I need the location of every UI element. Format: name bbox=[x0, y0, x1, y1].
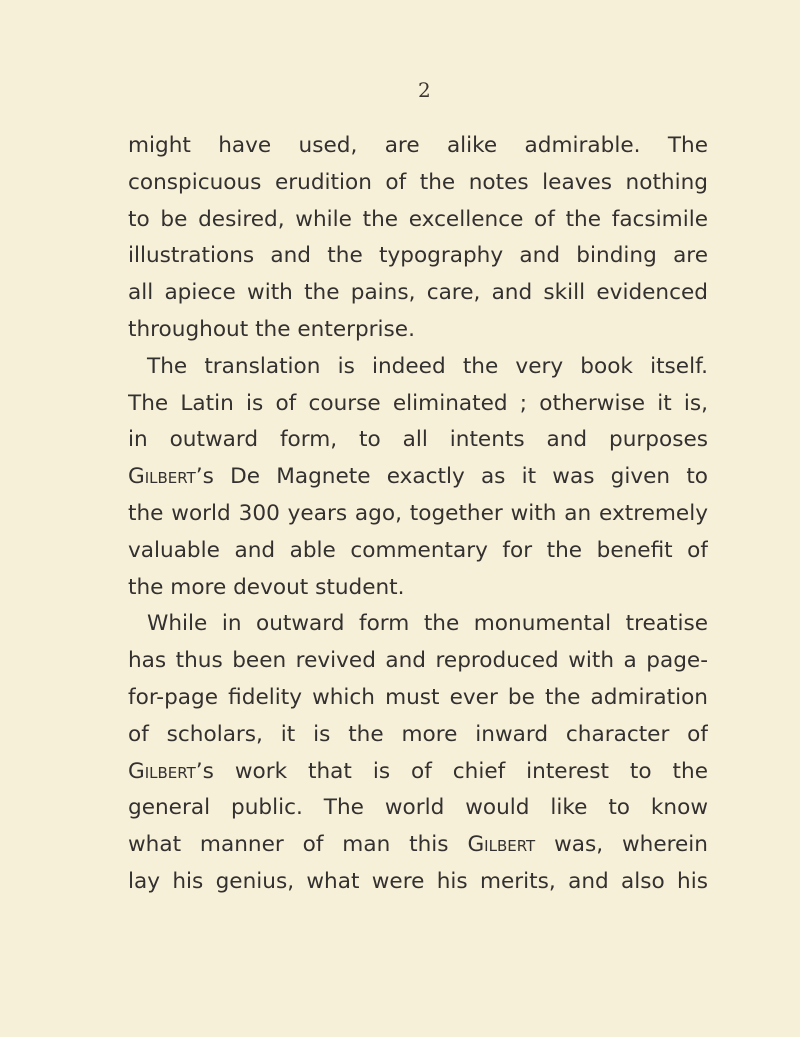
body-text bbox=[128, 128, 708, 901]
text-line: in outward form, to all intents and purposes bbox=[128, 427, 708, 453]
text-line: throughout the enterprise. bbox=[128, 316, 415, 342]
text-line: general public. The world would like to know bbox=[128, 795, 708, 821]
text-line: While in outward form the monumental treatise bbox=[147, 611, 708, 637]
text-line: for-page fidelity which must ever be the admiration bbox=[128, 684, 708, 710]
text-line: all apiece with the pains, care, and skill evidenced bbox=[128, 280, 708, 306]
author-name: Gilbert bbox=[128, 464, 196, 490]
text-line: The translation is indeed the very book itself. bbox=[147, 353, 708, 379]
text-line: conspicuous erudition of the notes leaves nothing bbox=[128, 169, 708, 195]
text-span: what manner of man this bbox=[128, 832, 468, 858]
text-line: has thus been revived and reproduced with a page- bbox=[128, 648, 708, 674]
text-line: illustrations and the typography and binding are bbox=[128, 243, 708, 269]
text-span: ’s work that is of chief interest to the bbox=[195, 758, 708, 784]
text-span: was, wherein bbox=[535, 832, 708, 858]
text-line: the more devout student. bbox=[128, 574, 405, 600]
text-line bbox=[128, 754, 708, 791]
text-span: ’s De Magnete exactly as it was given to bbox=[195, 464, 708, 490]
text-line: might have used, are alike admirable. The bbox=[128, 133, 708, 158]
text-line: The Latin is of course eliminated ; otherwise it is, bbox=[128, 390, 708, 416]
text-line: to be desired, while the excellence of the facsimile bbox=[128, 206, 708, 232]
text-line: lay his genius, what were his merits, and also his bbox=[128, 868, 708, 894]
text-line bbox=[128, 827, 708, 864]
text-line: the world 300 years ago, together with an extremely bbox=[128, 500, 708, 526]
text-line: valuable and able commentary for the benefit of bbox=[128, 537, 708, 563]
author-name: Gilbert bbox=[128, 758, 196, 784]
text-line: of scholars, it is the more inward character of bbox=[128, 721, 708, 747]
author-name: Gilbert bbox=[467, 832, 536, 858]
page-number: 2 bbox=[418, 78, 431, 102]
text-line bbox=[128, 459, 708, 496]
